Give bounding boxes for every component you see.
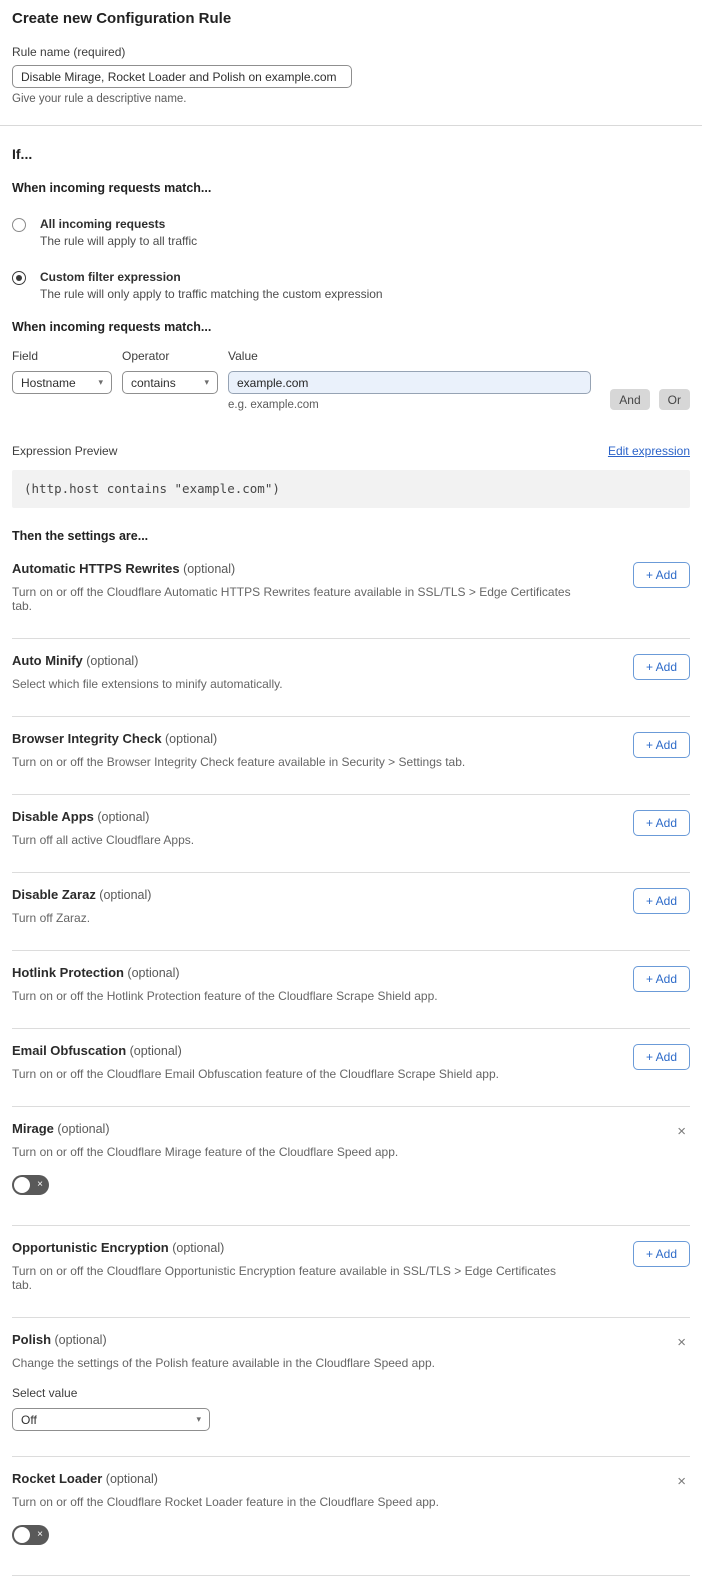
add-setting-button[interactable]: + Add bbox=[633, 966, 690, 992]
operator-column bbox=[122, 349, 218, 411]
if-heading: If... bbox=[12, 146, 33, 162]
add-setting-button[interactable]: + Add bbox=[633, 562, 690, 588]
setting-description: Turn on or off the Cloudflare Mirage feature of the Cloudflare Speed app. bbox=[12, 1145, 399, 1159]
setting-optional-tag: (optional) bbox=[179, 562, 236, 576]
setting-title: Opportunistic Encryption bbox=[12, 1240, 169, 1255]
setting-toggle-off[interactable] bbox=[12, 1525, 49, 1545]
setting-optional-tag: (optional) bbox=[51, 1333, 107, 1347]
setting-optional-tag: (optional) bbox=[161, 732, 218, 746]
setting-row-header bbox=[12, 731, 690, 769]
add-setting-button[interactable]: + Add bbox=[633, 1241, 690, 1267]
setting-optional-tag: (optional) bbox=[95, 888, 152, 902]
radio-option-all-requests[interactable] bbox=[12, 217, 690, 248]
setting-description: Turn on or off the Browser Integrity Check feature available in Security > Settings tab. bbox=[12, 755, 466, 769]
setting-value-select[interactable] bbox=[12, 1408, 210, 1431]
setting-description: Turn on or off the Cloudflare Rocket Loader feature in the Cloudflare Speed app. bbox=[12, 1495, 439, 1509]
expression-preview-code: (http.host contains "example.com") bbox=[12, 470, 690, 508]
add-setting-button[interactable]: + Add bbox=[633, 732, 690, 758]
setting-row-disable-apps bbox=[12, 795, 690, 873]
setting-row-hotlink-protection bbox=[12, 951, 690, 1029]
setting-title: Email Obfuscation bbox=[12, 1043, 127, 1058]
add-setting-button[interactable]: + Add bbox=[633, 654, 690, 680]
setting-row-disable-zaraz bbox=[12, 873, 690, 951]
radio-option-custom-filter[interactable] bbox=[12, 270, 690, 301]
setting-row-rocket-loader bbox=[12, 1457, 690, 1576]
operator-label: Operator bbox=[122, 349, 170, 363]
close-icon[interactable]: × bbox=[677, 1473, 686, 1490]
setting-description: Turn on or off the Cloudflare Email Obfuscation feature of the Cloudflare Scrape Shield app. bbox=[12, 1067, 499, 1081]
section-divider bbox=[0, 125, 702, 126]
setting-row-browser-integrity-check bbox=[12, 717, 690, 795]
setting-title-line bbox=[12, 887, 151, 902]
setting-row-mirage bbox=[12, 1107, 690, 1226]
toggle-knob bbox=[14, 1177, 30, 1193]
select-value-label: Select value bbox=[12, 1386, 78, 1400]
setting-optional-tag: (optional) bbox=[102, 1472, 158, 1486]
field-select[interactable] bbox=[12, 371, 112, 394]
setting-texts bbox=[12, 731, 465, 769]
setting-title-line bbox=[12, 1043, 499, 1058]
setting-title-line bbox=[12, 1471, 439, 1486]
setting-title: Rocket Loader bbox=[12, 1471, 103, 1486]
setting-row-header bbox=[12, 1240, 690, 1292]
setting-title: Browser Integrity Check bbox=[12, 731, 162, 746]
setting-row-automatic-https-rewrites bbox=[12, 547, 690, 639]
setting-title: Disable Zaraz bbox=[12, 887, 96, 902]
setting-title: Disable Apps bbox=[12, 809, 94, 824]
radio-label: All incoming requests bbox=[40, 217, 166, 231]
setting-title-line bbox=[12, 653, 283, 668]
expression-builder-row bbox=[12, 349, 690, 411]
radio-label: Custom filter expression bbox=[40, 270, 181, 284]
setting-select-value: Off bbox=[21, 1412, 37, 1427]
setting-title-line bbox=[12, 965, 438, 980]
radio-button-selected[interactable] bbox=[12, 271, 26, 285]
setting-row-header bbox=[12, 965, 690, 1003]
and-button[interactable]: And bbox=[610, 389, 649, 410]
setting-description: Turn off all active Cloudflare Apps. bbox=[12, 833, 195, 847]
setting-row-header bbox=[12, 809, 690, 847]
value-input[interactable] bbox=[228, 371, 591, 394]
setting-texts bbox=[12, 887, 151, 925]
field-column bbox=[12, 349, 112, 411]
setting-texts bbox=[12, 1121, 398, 1159]
settings-list bbox=[12, 547, 690, 1576]
setting-description: Turn on or off the Cloudflare Automatic HTTPS Rewrites feature available in SSL/TLS > Edge Certificates tab. bbox=[12, 585, 571, 613]
radio-description: The rule will only apply to traffic matching the custom expression bbox=[40, 287, 383, 301]
setting-description: Select which file extensions to minify automatically. bbox=[12, 677, 283, 691]
rule-name-section bbox=[12, 45, 690, 105]
setting-title-line bbox=[12, 561, 572, 576]
setting-description: Turn off Zaraz. bbox=[12, 911, 91, 925]
setting-row-header bbox=[12, 561, 690, 613]
setting-row-header bbox=[12, 653, 690, 691]
rule-name-helper: Give your rule a descriptive name. bbox=[12, 93, 187, 105]
setting-row-header bbox=[12, 1332, 690, 1370]
setting-row-auto-minify bbox=[12, 639, 690, 717]
field-label: Field bbox=[12, 349, 39, 363]
setting-texts bbox=[12, 561, 572, 613]
radio-button-unselected[interactable] bbox=[12, 218, 26, 232]
toggle-off-x-icon: × bbox=[37, 1179, 43, 1190]
value-label: Value bbox=[228, 349, 258, 363]
setting-row-header bbox=[12, 1121, 690, 1159]
setting-description: Turn on or off the Cloudflare Opportunistic Encryption feature available in SSL/TLS > Edge Certificates tab. bbox=[12, 1264, 556, 1292]
setting-optional-tag: (optional) bbox=[123, 966, 180, 980]
field-select-value: Hostname bbox=[21, 375, 76, 390]
setting-texts bbox=[12, 965, 438, 1003]
setting-title: Hotlink Protection bbox=[12, 965, 124, 980]
setting-optional-tag: (optional) bbox=[82, 654, 139, 668]
setting-title-line bbox=[12, 1332, 435, 1347]
setting-row-header bbox=[12, 1471, 690, 1509]
setting-row-header bbox=[12, 887, 690, 925]
rule-name-label: Rule name (required) bbox=[12, 45, 126, 59]
value-helper: e.g. example.com bbox=[228, 399, 319, 411]
toggle-knob bbox=[14, 1527, 30, 1543]
chevron-down-icon: ▾ bbox=[196, 1414, 201, 1424]
add-setting-button[interactable]: + Add bbox=[633, 1044, 690, 1070]
setting-select-group bbox=[12, 1386, 690, 1431]
add-setting-button[interactable]: + Add bbox=[633, 888, 690, 914]
setting-texts bbox=[12, 1043, 499, 1081]
setting-optional-tag: (optional) bbox=[53, 1122, 110, 1136]
setting-row-opportunistic-encryption bbox=[12, 1226, 690, 1318]
setting-texts bbox=[12, 653, 283, 691]
close-icon[interactable]: × bbox=[677, 1123, 686, 1140]
setting-optional-tag: (optional) bbox=[168, 1241, 225, 1255]
setting-description: Change the settings of the Polish feature available in the Cloudflare Speed app. bbox=[12, 1356, 435, 1370]
value-column bbox=[228, 349, 591, 411]
then-heading: Then the settings are... bbox=[12, 529, 149, 543]
match-heading: When incoming requests match... bbox=[12, 181, 212, 195]
rule-name-input[interactable] bbox=[12, 65, 352, 88]
setting-texts bbox=[12, 1332, 435, 1370]
setting-row-header bbox=[12, 1043, 690, 1081]
edit-expression-link[interactable]: Edit expression bbox=[607, 444, 690, 458]
setting-title: Auto Minify bbox=[12, 653, 83, 668]
operator-select[interactable] bbox=[122, 371, 218, 394]
setting-title: Mirage bbox=[12, 1121, 54, 1136]
setting-optional-tag: (optional) bbox=[93, 810, 150, 824]
setting-texts bbox=[12, 809, 194, 847]
page-title: Create new Configuration Rule bbox=[12, 10, 232, 27]
setting-title-line bbox=[12, 1240, 572, 1255]
andor-buttons bbox=[601, 349, 690, 411]
setting-description: Turn on or off the Hotlink Protection feature of the Cloudflare Scrape Shield app. bbox=[12, 989, 438, 1003]
chevron-down-icon: ▾ bbox=[98, 377, 103, 387]
radio-description: The rule will apply to all traffic bbox=[40, 234, 198, 248]
setting-title: Polish bbox=[12, 1332, 52, 1347]
toggle-off-x-icon: × bbox=[37, 1529, 43, 1540]
setting-optional-tag: (optional) bbox=[126, 1044, 182, 1058]
operator-select-value: contains bbox=[131, 375, 176, 390]
setting-row-polish bbox=[12, 1318, 690, 1457]
setting-row-email-obfuscation bbox=[12, 1029, 690, 1107]
setting-texts bbox=[12, 1240, 572, 1292]
builder-heading: When incoming requests match... bbox=[12, 320, 212, 334]
setting-texts bbox=[12, 1471, 439, 1509]
add-setting-button[interactable]: + Add bbox=[633, 810, 690, 836]
setting-title-line bbox=[12, 1121, 398, 1136]
chevron-down-icon: ▾ bbox=[204, 377, 209, 387]
close-icon[interactable]: × bbox=[677, 1334, 686, 1351]
setting-toggle-off[interactable] bbox=[12, 1175, 49, 1195]
setting-title-line bbox=[12, 731, 465, 746]
setting-title-line bbox=[12, 809, 194, 824]
expression-preview-header bbox=[12, 444, 690, 458]
expression-preview-label: Expression Preview bbox=[12, 444, 118, 458]
setting-title: Automatic HTTPS Rewrites bbox=[12, 561, 180, 576]
or-button[interactable]: Or bbox=[659, 389, 690, 410]
